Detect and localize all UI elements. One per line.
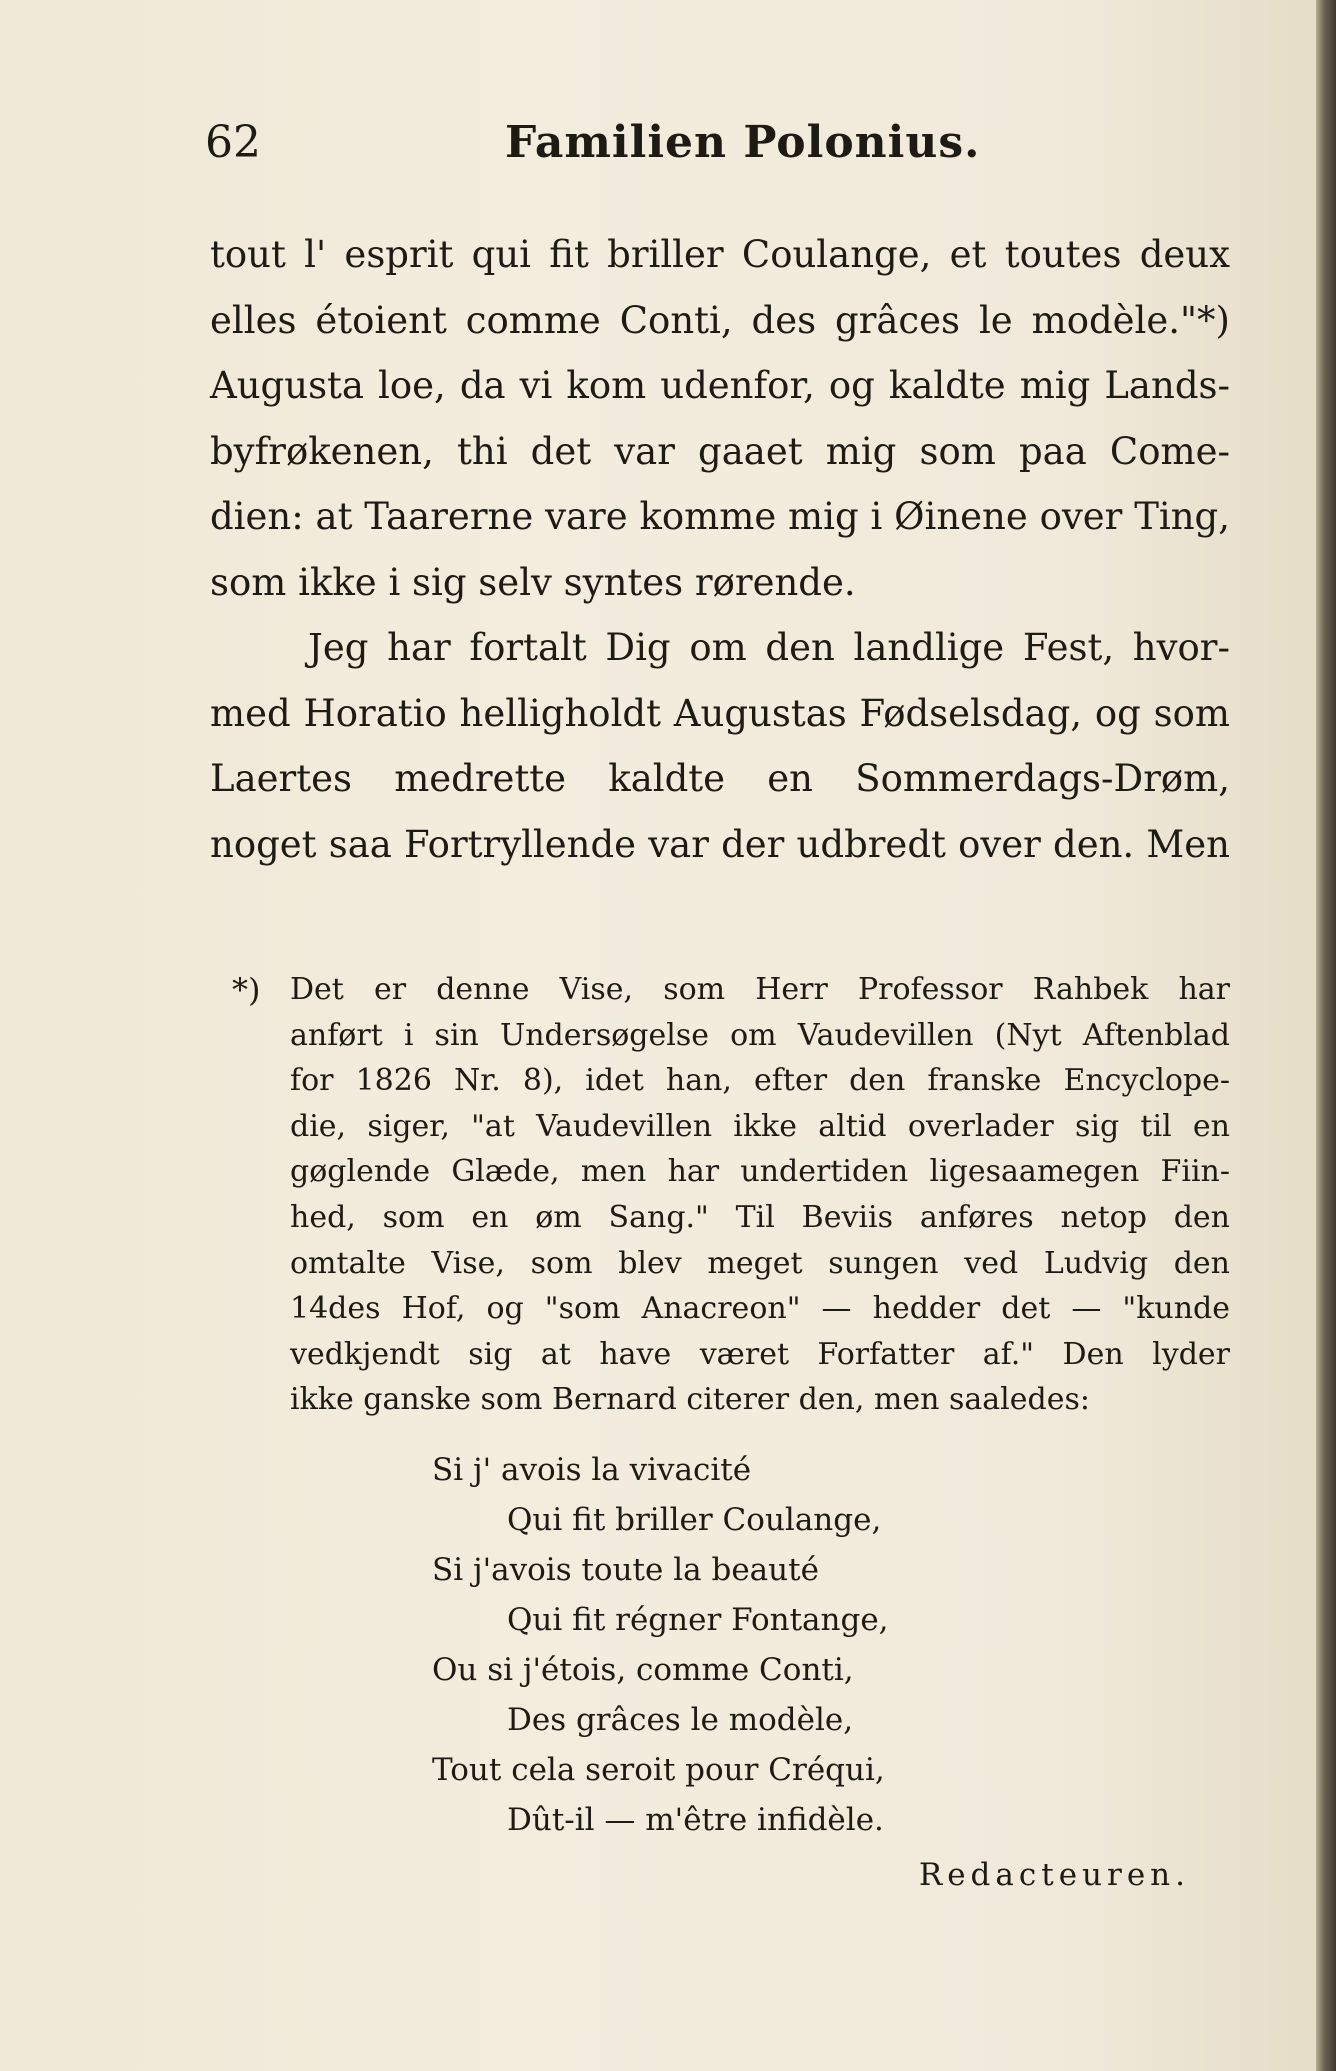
verse-line-3: Si j'avois toute la beauté bbox=[432, 1552, 819, 1588]
page-header bbox=[205, 108, 1230, 178]
footnote-line-1: Det er denne Vise, som Herr Professor Rahbek har bbox=[290, 972, 1230, 1007]
footnote-line-4: die, siger, "at Vaudevillen ikke altid overlader sig til en bbox=[290, 1108, 1230, 1144]
footnote-line-9: vedkjendt sig at have været Forfatter af." Den lyder bbox=[290, 1336, 1230, 1372]
quoted-verse bbox=[432, 1445, 1032, 1845]
footnote-line-2: anført i sin Undersøgelse om Vaudevillen (Nyt Aftenblad bbox=[290, 1017, 1230, 1053]
text-line-1: tout l' esprit qui fit briller Coulange, et toutes deux bbox=[210, 233, 1230, 276]
signature: Redacteuren. bbox=[918, 1857, 1190, 1893]
text-line-4: byfrøkenen, thi det var gaaet mig som paa Come- bbox=[210, 429, 1230, 473]
text-line-2: elles étoient comme Conti, des grâces le modèle."*) bbox=[210, 298, 1230, 342]
text-line-6: som ikke i sig selv syntes rørende. bbox=[210, 560, 856, 604]
footnote-line-7: omtalte Vise, som blev meget sungen ved Ludvig den bbox=[290, 1245, 1230, 1281]
text-line-3: Augusta loe, da vi kom udenfor, og kaldte mig Lands- bbox=[210, 364, 1230, 407]
text-line-10: noget saa Fortryllende var der udbredt over den. Men bbox=[210, 822, 1230, 866]
verse-line-2: Qui fit briller Coulange, bbox=[507, 1502, 882, 1538]
page-number: 62 bbox=[205, 117, 261, 168]
footnote bbox=[290, 967, 1230, 1423]
footnote-marker: *) bbox=[232, 971, 261, 1009]
verse-line-4: Qui fit régner Fontange, bbox=[507, 1602, 889, 1638]
text-line-7: Jeg har fortalt Dig om den landlige Fest, hvor- bbox=[308, 626, 1230, 669]
verse-line-7: Tout cela seroit pour Créqui, bbox=[432, 1752, 885, 1788]
text-line-5: dien: at Taarerne vare komme mig i Øinene over Ting, bbox=[210, 495, 1230, 538]
footnote-line-3: for 1826 Nr. 8), idet han, efter den franske Encyclope- bbox=[290, 1063, 1230, 1099]
footnote-line-5: gøglende Glæde, men har undertiden ligesaamegen Fiin- bbox=[290, 1154, 1230, 1190]
verse-line-1: Si j' avois la vivacité bbox=[432, 1452, 752, 1488]
verse-line-5: Ou si j'étois, comme Conti, bbox=[432, 1652, 854, 1688]
main-text bbox=[210, 222, 1230, 877]
text-line-9: Laertes medrette kaldte en Sommerdags-Drøm, bbox=[210, 757, 1230, 800]
text-line-8: med Horatio helligholdt Augustas Fødselsdag, og som bbox=[210, 691, 1230, 735]
footnote-line-8: 14des Hof, og "som Anacreon" — hedder det — "kunde bbox=[290, 1291, 1230, 1327]
page-edge bbox=[1316, 0, 1336, 2071]
footnote-line-6: hed, som en øm Sang." Til Beviis anføres netop den bbox=[290, 1199, 1230, 1235]
verse-line-6: Des grâces le modèle, bbox=[507, 1702, 854, 1738]
running-title: Familien Polonius. bbox=[505, 117, 981, 168]
footnote-line-10: ikke ganske som Bernard citerer den, men saaledes: bbox=[290, 1382, 1090, 1418]
verse-line-8: Dût-il — m'être infidèle. bbox=[507, 1802, 884, 1838]
